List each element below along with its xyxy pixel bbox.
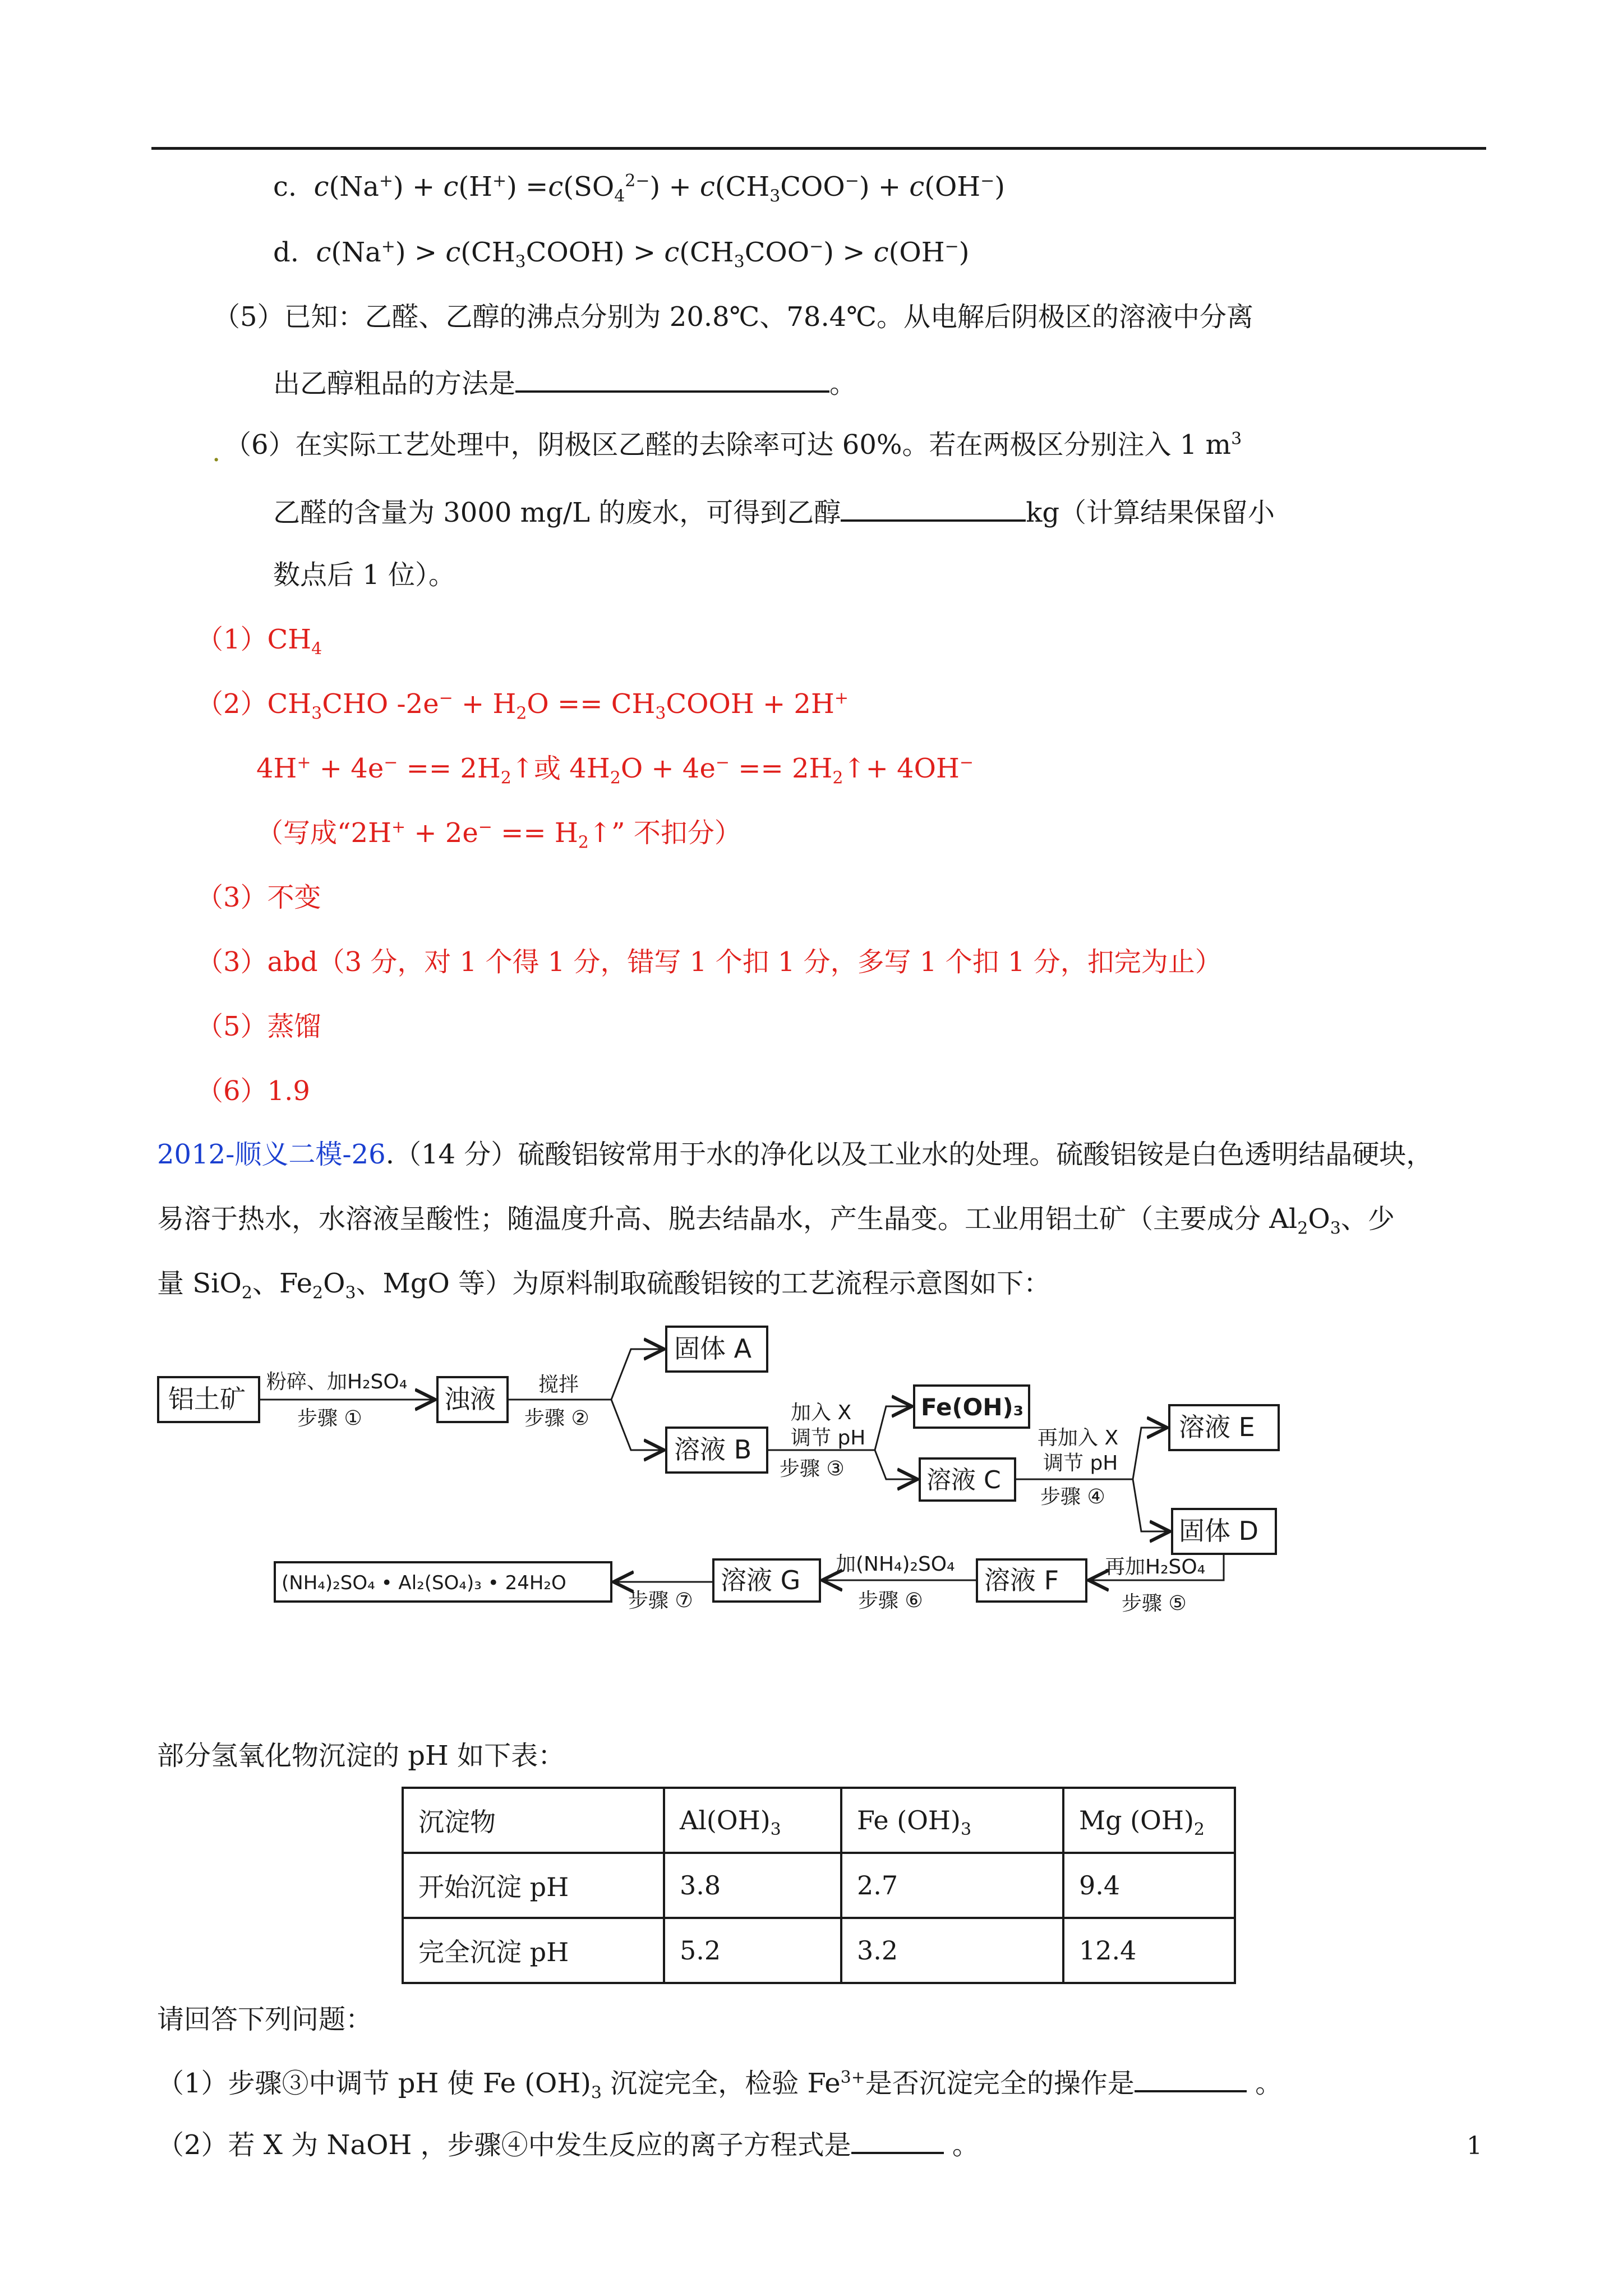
question-5-line2: 出乙醇粗品的方法是 。 [273,365,856,401]
label-solution-f: 溶液 F [984,1565,1059,1595]
question-1: （1）步骤③中调节 pH 使 Fe $(OH)_3$ 沉淀完全，检验 $Fe^{3+}$是否沉淀完全的操作是 。 [157,2064,1282,2100]
label-adjust-ph-2: 调节 pH [1043,1452,1118,1475]
answer-2-line3: （写成“$2H^+ + 2e^- == H_2↑$” 不扣分） [256,817,741,853]
header-rule [151,147,1486,150]
label-step4: 步骤 ④ [1040,1485,1105,1508]
page-number: 1 [1467,2132,1482,2160]
label-adjust-ph: 调节 pH [791,1427,866,1450]
option-c: c. $c(Na^+) + c(H^+) =c(SO_4^{2-}) + c(CH_3COO^-) + c(OH^-)$ [273,171,1006,206]
problem-26-line1: 2012-顺义二模-26.（14 分）硫酸铝铵常用于水的净化以及工业水的处理。硫酸铝铵是白色透明结晶硬块， [157,1139,1433,1170]
label-solution-c: 溶液 C [926,1466,1001,1494]
label-step6: 步骤 ⑥ [858,1589,923,1612]
label-readd-x: 再加入 X [1038,1427,1119,1450]
table-cell: 3.8 [664,1853,841,1918]
table-cell: 完全沉淀 pH [403,1918,664,1983]
label-step2: 步骤 ② [524,1407,589,1430]
question-6-line1: （6）在实际工艺处理中，阴极区乙醛的去除率可达 60%。若在两极区分别注入 1 $m^3$ [224,429,1242,461]
table-cell: 9.4 [1063,1853,1235,1918]
answer-2-line1: $(2)CH_3CHO$ $-2e^- + H_2O$ == $CH_3COOH + 2H^+$ [196,688,849,724]
label-bauxite: 铝土矿 [168,1384,246,1414]
label-step7: 步骤 ⑦ [628,1589,693,1612]
label-step1-reagent: 粉碎、加H₂SO₄ [266,1370,408,1393]
table-cell: 3.2 [841,1918,1063,1983]
table-row [403,1918,1235,1983]
process-flow-diagram [157,1315,1295,1652]
label-readd-h2so4: 再加H₂SO₄ [1105,1556,1206,1579]
answer-blank[interactable] [1135,2064,1247,2092]
label-solution-g: 溶液 G [721,1565,801,1595]
table-header-cell: Fe $(OH)_3$ [841,1788,1063,1853]
table-row [403,1853,1235,1918]
answer-blank[interactable] [841,494,1026,522]
option-d: d. $c(Na^+) > c(CH_3COOH) > c(CH_3COO^-) > c(OH^-)$ [273,237,970,272]
table-cell: 开始沉淀 pH [403,1853,664,1918]
label-step3: 步骤 ③ [780,1457,845,1480]
label-add-x: 加入 X [791,1401,852,1424]
label-stir: 搅拌 [538,1373,579,1396]
ph-table [402,1787,1236,1984]
label-solid-a: 固体 A [674,1333,752,1364]
answer-1: $(1)CH_4$ [196,624,322,659]
answer-blank[interactable] [515,365,829,393]
table-header-cell: $Al(OH)_3$ [664,1788,841,1853]
label-step1: 步骤 ① [297,1407,362,1430]
answer-4: （3）abd（3 分，对 1 个得 1 分，错写 1 个扣 1 分，多写 1 个扣 1 分，扣完为止） [196,946,1222,978]
problem-tag: 2012-顺义二模-26 [157,1139,386,1170]
answer-3: （3）不变 [196,882,321,913]
answer-2-line2: $4H^+ + 4e^- == 2H_2↑$或 $4H_2O + 4e^-$ == $2H_2↑+ 4OH^-$ [256,753,974,788]
questions-intro: 请回答下列问题： [157,2004,373,2035]
label-solid-d: 固体 D [1179,1516,1259,1546]
label-product: (NH₄)₂SO₄ • Al₂(SO₄)₃ • 24H₂O [282,1572,566,1594]
table-header-cell: Mg $(OH)_2$ [1063,1788,1235,1853]
table-intro: 部分氢氧化物沉淀的 pH 如下表： [157,1740,565,1772]
margin-dot: . [212,436,221,468]
question-5-line1: （5）已知：乙醛、乙醇的沸点分别为 20.8℃、78.4℃。从电解后阴极区的溶液中分离 [213,301,1253,333]
problem-26-line2: 易溶于热水，水溶液呈酸性；随温度升高、脱去结晶水，产生晶变。工业用铝土矿（主要成分 $Al_2O_3$、少 [157,1203,1395,1239]
question-6-line2: 乙醛的含量为 3000 mg/L 的废水，可得到乙醇 kg（计算结果保留小 [273,494,1275,530]
label-solution-e: 溶液 E [1179,1412,1255,1442]
table-cell: 5.2 [664,1918,841,1983]
table-header-row [403,1788,1235,1853]
label-solution-b: 溶液 B [674,1434,752,1465]
label-step5: 步骤 ⑤ [1122,1592,1187,1615]
answer-6: （6）1.9 [196,1075,310,1107]
label-feoh3: Fe(OH)₃ [921,1393,1024,1421]
label-turbid: 浊液 [444,1384,496,1414]
answer-blank[interactable] [851,2126,944,2154]
problem-26-line3: 量 SiO$_2$、$Fe_2O_3$、MgO 等）为原料制取硫酸铝铵的工艺流程示意图如下： [157,1268,1051,1303]
question-6-line3: 数点后 1 位）。 [273,559,456,591]
label-add-nh4so4: 加(NH₄)₂SO₄ [836,1553,955,1576]
table-cell: 12.4 [1063,1918,1235,1983]
table-cell: 2.7 [841,1853,1063,1918]
question-2: （2）若 X 为 NaOH ，步骤④中发生反应的离子方程式是 。 [157,2126,979,2162]
answer-5: （5）蒸馏 [196,1011,321,1042]
table-header-cell: 沉淀物 [403,1788,664,1853]
